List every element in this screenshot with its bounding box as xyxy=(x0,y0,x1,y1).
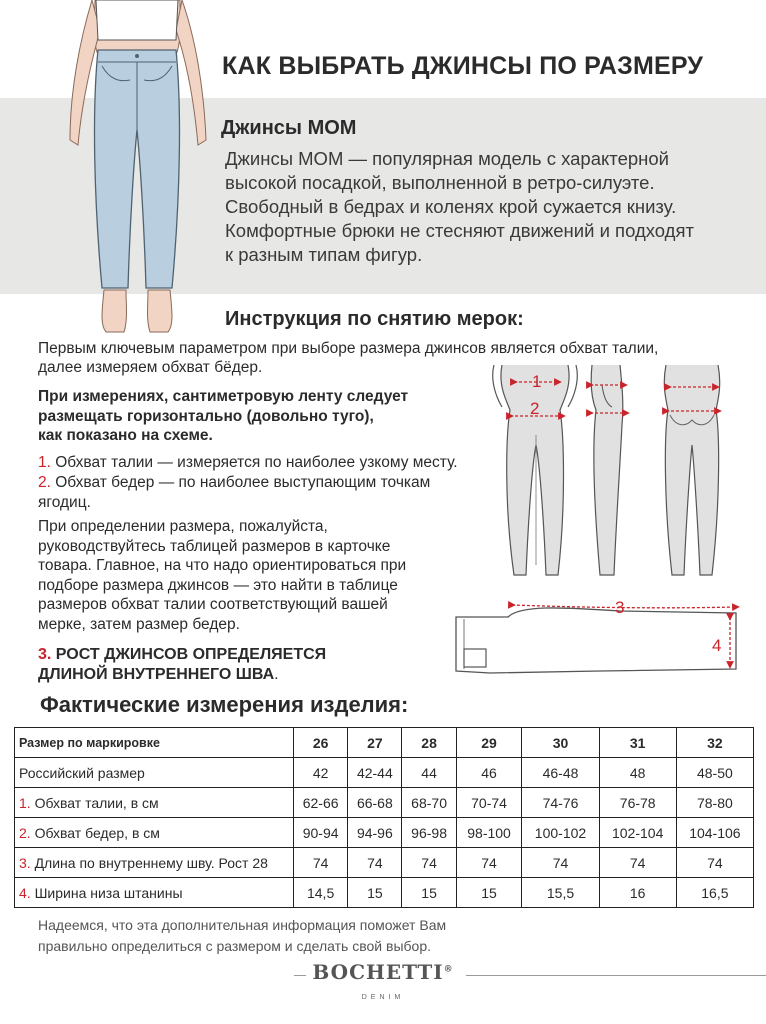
table-row xyxy=(15,818,754,848)
footer-note xyxy=(38,915,446,957)
description-line: к разным типам фигур. xyxy=(225,244,423,265)
hip-instruction xyxy=(38,473,430,493)
table-header-row xyxy=(15,728,754,758)
table-cell: 74 xyxy=(456,848,522,878)
hip-instruction-cont: ягодиц. xyxy=(38,494,91,511)
size-header: 29 xyxy=(456,728,522,758)
table-cell: 90-94 xyxy=(294,818,348,848)
measurements-title: Фактические измерения изделия: xyxy=(40,692,409,717)
table-cell: 70-74 xyxy=(456,788,522,818)
body-measurement-diagram xyxy=(480,365,730,580)
size-header: 28 xyxy=(402,728,456,758)
table-cell: 96-98 xyxy=(402,818,456,848)
description-line: Комфортные брюки не стесняют движений и подходят xyxy=(225,220,694,241)
size-help xyxy=(38,517,406,634)
item-number: 2. xyxy=(38,474,51,491)
size-header: 32 xyxy=(676,728,753,758)
model-title: Джинсы MOM xyxy=(221,117,357,139)
table-cell: 74 xyxy=(348,848,402,878)
row-label-text: Обхват талии, в см xyxy=(30,794,159,811)
table-cell: 46-48 xyxy=(522,758,599,788)
table-cell: 74 xyxy=(402,848,456,878)
row-label-text: Ширина низа штанины xyxy=(30,884,183,901)
measuring-tip xyxy=(38,387,408,446)
tip-line: размещать горизонтально (довольно туго), xyxy=(38,407,374,425)
table-cell: 66-68 xyxy=(348,788,402,818)
table-cell: 100-102 xyxy=(522,818,599,848)
help-line: размеров обхват талии соответствующий вашей xyxy=(38,596,388,613)
item-text: Обхват бедер — по наиболее выступающим точкам xyxy=(50,474,431,491)
table-cell: 15 xyxy=(456,878,522,908)
inseam-line: РОСТ ДЖИНСОВ ОПРЕДЕЛЯЕТСЯ xyxy=(51,646,327,663)
description-line: Свободный в бедрах и коленях крой сужается книзу. xyxy=(225,196,677,217)
table-cell: 14,5 xyxy=(294,878,348,908)
table-cell: 94-96 xyxy=(348,818,402,848)
table-cell: 42-44 xyxy=(348,758,402,788)
marker-4-label: 4 xyxy=(712,636,722,655)
model-description xyxy=(225,147,745,267)
inseam-note xyxy=(38,645,326,684)
table-cell: 98-100 xyxy=(456,818,522,848)
footer-line: правильно определиться с размером и сделать свой выбор. xyxy=(38,938,431,954)
table-cell: 62-66 xyxy=(294,788,348,818)
table-row xyxy=(15,788,754,818)
item-number: 1. xyxy=(38,454,51,471)
table-cell: 15,5 xyxy=(522,878,599,908)
table-cell: 68-70 xyxy=(402,788,456,818)
description-line: высокой посадкой, выполненной в ретро-силуэте. xyxy=(225,172,655,193)
row-label xyxy=(15,878,294,908)
size-header: 30 xyxy=(522,728,599,758)
table-cell: 15 xyxy=(348,878,402,908)
intro-line: Первым ключевым параметром при выборе размера джинсов является обхват талии, xyxy=(38,340,659,357)
marker-1-label: 1 xyxy=(532,372,542,391)
size-header: 26 xyxy=(294,728,348,758)
size-table xyxy=(14,727,754,908)
inseam-dot: . xyxy=(274,665,279,683)
marker-3-label: 3 xyxy=(615,598,625,617)
table-cell: 76-78 xyxy=(599,788,676,818)
help-line: подборе размера джинсов — это найти в таблице xyxy=(38,576,398,594)
table-cell: 16 xyxy=(599,878,676,908)
table-cell: 15 xyxy=(402,878,456,908)
page-title: КАК ВЫБРАТЬ ДЖИНСЫ ПО РАЗМЕРУ xyxy=(222,52,704,80)
table-cell: 46 xyxy=(456,758,522,788)
table-cell: 74 xyxy=(294,848,348,878)
brand-divider-right xyxy=(466,975,766,976)
inseam-line: ДЛИНОЙ ВНУТРЕННЕГО ШВА xyxy=(38,665,275,683)
size-header: 27 xyxy=(348,728,402,758)
marker-2-label: 2 xyxy=(530,399,540,418)
jeans-measurement-diagram xyxy=(450,597,750,677)
table-cell: 74 xyxy=(522,848,599,878)
row-number: 3. xyxy=(19,854,31,871)
intro-line: далее измеряем обхват бёдер. xyxy=(38,359,263,376)
table-row xyxy=(15,758,754,788)
brand-logo xyxy=(312,960,454,984)
table-cell: 42 xyxy=(294,758,348,788)
row-label-text: Длина по внутреннему шву. Рост 28 xyxy=(30,854,268,871)
table-cell: 74 xyxy=(676,848,753,878)
table-row xyxy=(15,848,754,878)
table-cell: 48-50 xyxy=(676,758,753,788)
footer-line: Надеемся, что эта дополнительная информация поможет Вам xyxy=(38,917,447,933)
row-label xyxy=(15,818,294,848)
table-cell: 74-76 xyxy=(522,788,599,818)
help-line: мерке, затем размер бедер. xyxy=(38,615,240,633)
table-cell: 104-106 xyxy=(676,818,753,848)
table-cell: 16,5 xyxy=(676,878,753,908)
row-label-text: Обхват бедер, в см xyxy=(30,824,160,841)
row-number: 2. xyxy=(19,824,31,841)
brand-mark: ® xyxy=(443,964,454,975)
row-number: 4. xyxy=(19,884,31,901)
brand-name: BOCHETTI xyxy=(312,960,444,984)
item-number: 3. xyxy=(38,646,52,663)
table-cell: 102-104 xyxy=(599,818,676,848)
description-line: Джинсы MOM — популярная модель с характерной xyxy=(225,148,669,169)
row-label xyxy=(15,848,294,878)
tip-line: При измерениях, сантиметровую ленту следует xyxy=(38,388,409,405)
table-cell: 78-80 xyxy=(676,788,753,818)
row-label xyxy=(15,788,294,818)
waist-instruction xyxy=(38,453,458,473)
table-cell: 44 xyxy=(402,758,456,788)
help-line: товара. Главное, на что надо ориентироваться при xyxy=(38,557,407,574)
model-illustration xyxy=(40,0,240,340)
help-line: При определении размера, пожалуйста, xyxy=(38,518,328,535)
brand-divider-left xyxy=(294,975,306,976)
table-cell: 74 xyxy=(599,848,676,878)
item-text: Обхват талии — измеряется по наиболее узкому месту. xyxy=(50,454,458,471)
header-label: Размер по маркировке xyxy=(15,728,294,758)
row-number: 1. xyxy=(19,794,31,811)
size-header: 31 xyxy=(599,728,676,758)
help-line: руководствуйтесь таблицей размеров в карточке xyxy=(38,537,391,555)
table-cell: 48 xyxy=(599,758,676,788)
brand-subtitle: DENIM xyxy=(361,994,405,1001)
row-label xyxy=(15,758,294,788)
table-row xyxy=(15,878,754,908)
tip-line: как показано на схеме. xyxy=(38,427,213,444)
instructions-title: Инструкция по снятию мерок: xyxy=(225,308,524,330)
row-label-text: Российский размер xyxy=(19,764,145,781)
